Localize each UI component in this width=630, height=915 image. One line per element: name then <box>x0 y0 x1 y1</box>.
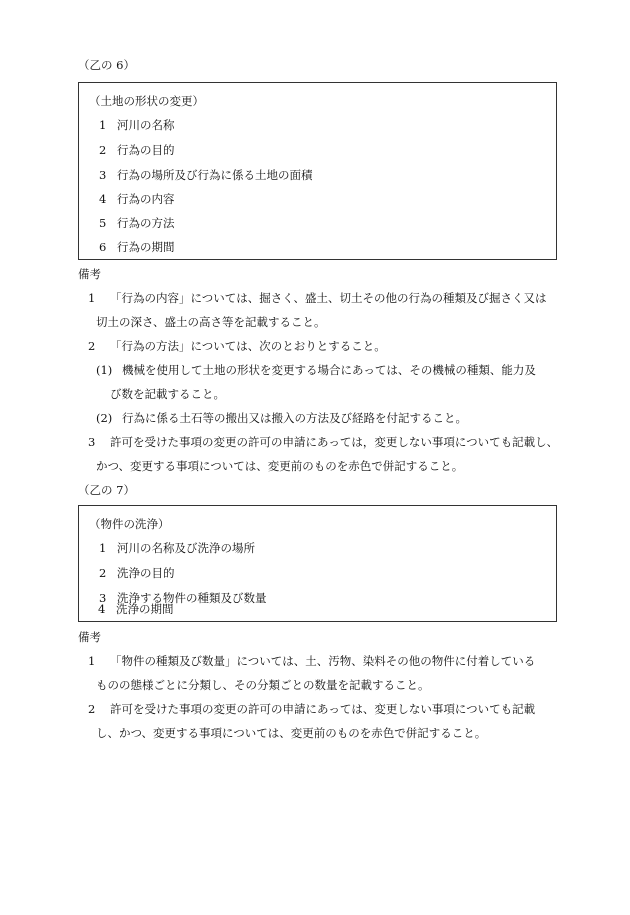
item-text: 洗浄の目的 <box>117 566 175 580</box>
item-number: 3 <box>99 168 107 182</box>
list-item <box>99 117 175 133</box>
remark-6-2-1-line-1 <box>96 362 536 378</box>
remark-number: 1 <box>88 654 96 668</box>
item-text: 行為の場所及び行為に係る土地の面積 <box>117 168 313 182</box>
item-number: 1 <box>99 541 107 555</box>
remark-6-2-line-1 <box>88 338 386 354</box>
remark-6-1-line-2: 切土の深さ、盛土の高さ等を記載すること。 <box>96 315 326 329</box>
item-number: 3 <box>99 591 107 605</box>
list-item <box>99 142 175 158</box>
remark-6-2-2-line-1 <box>96 410 467 426</box>
remark-number: 2 <box>88 339 96 353</box>
remarks-label-6: 備考 <box>78 267 101 281</box>
list-item <box>99 540 255 556</box>
item-text: 行為の期間 <box>117 240 175 254</box>
remark-number: (2) <box>96 411 113 425</box>
remark-text: 「物件の種類及び数量」については、土、汚物、染料その他の物件に付着している <box>110 654 536 668</box>
item-number: 4 <box>99 192 107 206</box>
remark-number: 2 <box>88 702 96 716</box>
list-item <box>99 239 175 255</box>
remark-7-2-line-1 <box>88 701 535 717</box>
remark-number: (1) <box>96 363 113 377</box>
list-item <box>99 565 175 581</box>
remark-text: 許可を受けた事項の変更の許可の申請にあっては、変更しない事項についても記載 <box>110 702 536 716</box>
item-box-6 <box>78 82 557 260</box>
remark-7-1-line-2: ものの態様ごとに分類し、その分類ごとの数量を記載すること。 <box>96 678 430 692</box>
remark-6-1-line-1 <box>88 290 547 306</box>
remark-text: 機械を使用して土地の形状を変更する場合にあっては、その機械の種類、能力及 <box>122 363 536 377</box>
item-text: 行為の方法 <box>117 216 175 230</box>
remarks-label-7: 備考 <box>78 630 101 644</box>
item-number: 1 <box>99 118 107 132</box>
remark-text: 許可を受けた事項の変更の許可の申請にあっては，変更しない事項についても記載し、 <box>110 435 559 449</box>
item-number: 5 <box>99 216 107 230</box>
list-item <box>98 601 174 617</box>
box-title-7: （物件の洗浄） <box>89 517 170 531</box>
remark-number: 3 <box>88 435 96 449</box>
remark-7-2-line-2: し、かつ、変更する事項については、変更前のものを赤色で併記すること。 <box>96 726 487 740</box>
item-number: 2 <box>99 566 107 580</box>
item-text: 河川の名称及び洗浄の場所 <box>117 541 255 555</box>
remark-7-1-line-1 <box>88 653 535 669</box>
section-label-6: （乙の 6） <box>78 58 135 72</box>
remark-text: 「行為の内容」については、掘さく、盛土、切土その他の行為の種類及び掘さく又は <box>110 291 547 305</box>
item-text: 洗浄の期間 <box>116 602 174 616</box>
remark-number: 1 <box>88 291 96 305</box>
remark-text: 行為に係る土石等の搬出又は搬入の方法及び経路を付記すること。 <box>122 411 467 425</box>
remark-6-2-1-line-2: び数を記載すること。 <box>110 387 225 401</box>
list-item <box>99 191 175 207</box>
list-item <box>99 215 175 231</box>
item-text: 河川の名称 <box>117 118 175 132</box>
item-number: 6 <box>99 240 107 254</box>
section-label-7: （乙の 7） <box>78 483 135 497</box>
list-item <box>99 167 313 183</box>
item-text: 洗浄する物件の種類及び数量 <box>117 591 267 605</box>
remark-6-3-line-1 <box>88 434 558 450</box>
item-number: 2 <box>99 143 107 157</box>
item-text: 行為の目的 <box>117 143 175 157</box>
remark-text: 「行為の方法」については、次のとおりとすること。 <box>110 339 386 353</box>
remark-6-3-line-2: かつ、変更する事項については、変更前のものを赤色で併記すること。 <box>96 459 464 473</box>
item-number: 4 <box>98 602 106 616</box>
box-title-6: （土地の形状の変更） <box>89 94 204 108</box>
item-text: 行為の内容 <box>117 192 175 206</box>
